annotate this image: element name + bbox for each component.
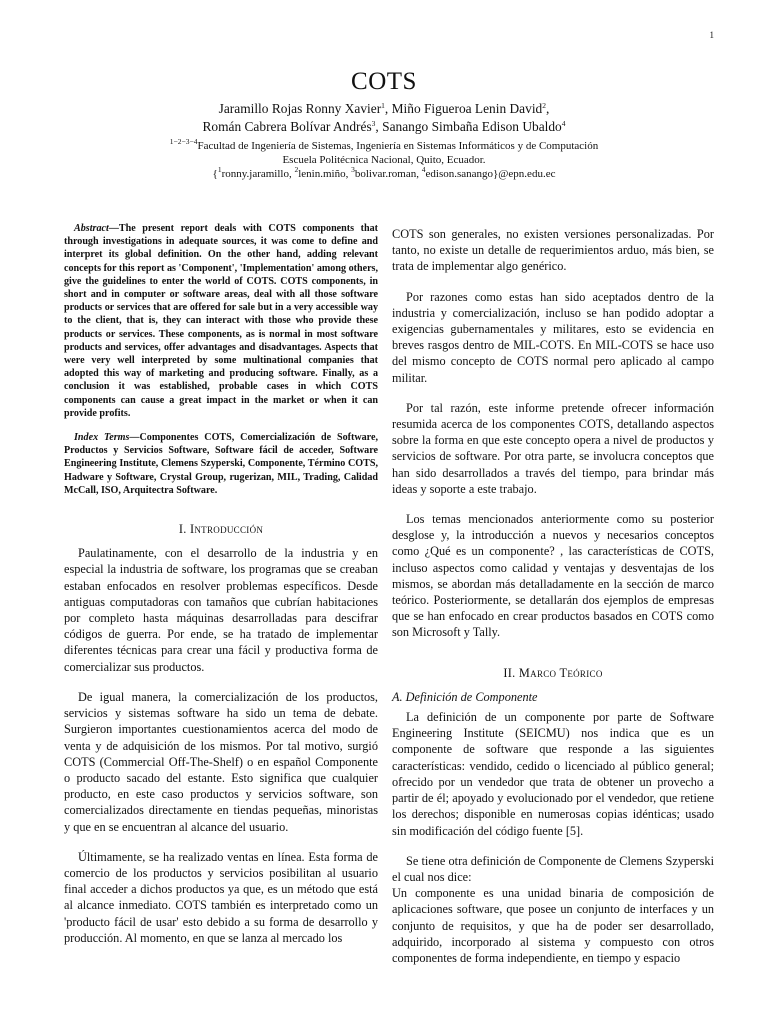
section-heading-marco-teorico: II. Marco Teórico xyxy=(503,665,603,680)
author-separator: , xyxy=(546,101,550,116)
affiliation-faculty: Facultad de Ingeniería de Sistemas, Ingeniería en Sistemas Informáticos y de Computación xyxy=(197,140,599,152)
paragraph: Se tiene otra definición de Componente de Clemens Szyperski el cual nos dice: xyxy=(392,853,714,884)
paragraph: La definición de un componente por parte de Software Engineering Institute (SEICMU) nos indica que es un componente de software que responde a las siguientes características: vendido, cedido o licenciado al público general; ofrecido por un vendedor que trata de obtener un provecho a partir de él; apoyado y evolucionado por el vendedor, que retiene los derechos; disponible en numerosas copias idénticas; usado sin modificación del código fuente [5]. xyxy=(392,710,714,838)
author-index: 3 xyxy=(371,119,376,128)
affiliation-index: 1−2−3−4 xyxy=(169,137,198,146)
abstract-label: Abstract xyxy=(74,223,109,234)
index-terms-text: —Componentes COTS, Comercialización de Software, Productos y Servicios Software, Software fácil de acceder, Software Engineering Institute, Clemens Szyperski, Componente, Término COTS, Hadware y Software, Crystal Group, rugerizan, MIL, Trading, Calidad McCall, ISO, Arquitectra Software. xyxy=(64,432,378,496)
author-line-2 xyxy=(0,118,768,136)
author-index: 4 xyxy=(561,119,566,128)
paragraph: Los temas mencionados anteriormente como su posterior desglose y, la introducción a nuevos y necesarios conceptos como ¿Qué es un componente? , las características de COTS, incluso aspectos como calidad y ventajas y desventajas de los mismos, se abordan más detalladamente en la sección de marco teórico. Posteriormente, se detallarán dos ejemplos de empresas que se han enfocado en crear productos basados en COTS como son Microsoft y Tally. xyxy=(392,512,714,640)
author-index: 1 xyxy=(381,101,385,110)
index-terms-label: Index Terms xyxy=(74,432,130,444)
author-name: , Miño Figueroa Lenin David xyxy=(384,101,543,116)
subsection-heading: A. Definición de Componente xyxy=(392,689,538,704)
email-index: 1 xyxy=(217,165,222,174)
page-number: 1 xyxy=(709,30,714,40)
abstract xyxy=(64,222,378,420)
email-domain: }@epn.edu.ec xyxy=(493,168,556,180)
section-heading-introduccion: I. Introducción xyxy=(178,522,264,537)
paper-title: COTS xyxy=(351,68,417,95)
paragraph: Últimamente, se ha realizado ventas en línea. Esta forma de comercio de los productos y servicios posibilitan al usuario final acceder a dichos productos ya que, es un método que está al alcance inmediato. COTS también es interpretado como un 'producto fácil de usar' esto debido a su forma de desarrollo y producción. Al momento, en que se lanza al mercado los xyxy=(64,849,378,945)
paragraph: Un componente es una unidad binaria de composición de aplicaciones software, que posee un conjunto de interfaces y un conjunto de requisitos, y que ha de poder ser desarrollado, adquirido, incorporado al sistema y compuesto con otros componentes de forma independiente, en tiempo y espacio xyxy=(392,886,714,965)
right-column xyxy=(392,226,714,980)
paragraph: Por tal razón, este informe pretende ofrecer información resumida acerca de los componentes COTS, detallando aspectos sobre la forma en que este concepto opera a nivel de productos y servicios de software. Por otra parte, se involucra conceptos que han sido desarrollados a través del tiempo, para brindar más ideas y soporte a este trabajo. xyxy=(392,400,714,496)
email-line xyxy=(0,167,768,181)
author-list xyxy=(0,100,768,136)
email-index: 3 xyxy=(351,165,355,174)
affiliation xyxy=(0,139,768,181)
email-index: 2 xyxy=(294,165,299,174)
email-user: bolivar.roman, xyxy=(354,168,422,180)
paragraph: De igual manera, la comercialización de los productos, servicios y sistemas software ha sido un tema de debate. Surgieron importantes cuestionamientos acerca del modo de venta y de adquisición de los mismos. Por tal motivo, surgió COTS (Commercial Off-The-Shelf) o en español Componente o producto sacado del estante. Esto significa que cualquier producto, en este caso productos y servicios software, son comercializados directamente en tiendas pequeñas, minoristas y que en se encuentran al alcance del usuario. xyxy=(64,689,378,834)
affiliation-line-2: Escuela Politécnica Nacional, Quito, Ecuador. xyxy=(282,154,486,166)
paragraph: Por razones como estas han sido aceptados dentro de la industria y comercialización, incluso se han podido adoptar a exigencias gubernamentales y militares, esto se evidencia en breves rasgos dentro de MIL-COTS. En MIL-COTS se hace uso del mismo concepto de COTS normal pero aplicado al campo militar. xyxy=(392,289,714,385)
paragraph: Paulatinamente, con el desarrollo de la industria y en especial la industria de software, los programas que se creaban estaban enfocados en resolver problemas específicos. Desde antiguas computadoras con tamaños que cubrían habitaciones por completo hasta máquinas desarrolladas para descifrar códigos de guerra. Por ende, se ha tratado de implementar diferentes técnicas para crear una fácil y productiva forma de comercializar sus productos. xyxy=(64,546,378,674)
email-user: ronny.jaramillo, xyxy=(221,168,295,180)
left-column xyxy=(64,222,378,960)
index-terms xyxy=(64,431,378,497)
email-user: lenin.miño, xyxy=(298,168,352,180)
email-index: 4 xyxy=(421,165,426,174)
email-brace-open: { xyxy=(212,168,218,180)
paragraph: COTS son generales, no existen versiones personalizadas. Por tanto, no existe un detalle de requerimientos arduo, más bien, se trata de implementar algo genérico. xyxy=(392,227,714,274)
author-name: Román Cabrera Bolívar Andrés xyxy=(202,119,372,134)
author-index: 2 xyxy=(542,101,546,110)
affiliation-line-1 xyxy=(0,139,768,153)
paper-header xyxy=(0,68,768,181)
author-line-1 xyxy=(0,100,768,118)
abstract-text: —The present report deals with COTS components that through investigations in adequate sources, it was come to define and interpret its global definition. On the other hand, adding relevant concepts for this report as 'Component', 'Implementation' among others, give the guidelines to enter the world of COTS. COTS components, in short and in computer or software areas, deal with all those software products or services that are offered for sale but in a very accessible way to the client, that is, they can interact with those who provide these products or services. These components, as is normal in most software products and services, offer advantages and disadvantages. Aspects that were very well interpreted by some multinational companies that adopted this way of marketing and producing software. Finally, as a conclusion it was established, probable cases in which COTS components can cause a great impact in the market or when it can provide profits. xyxy=(64,223,378,419)
email-user: edison.sanango xyxy=(425,168,494,180)
author-name: Jaramillo Rojas Ronny Xavier xyxy=(218,101,382,116)
author-name: , Sanango Simbaña Edison Ubaldo xyxy=(375,119,562,134)
